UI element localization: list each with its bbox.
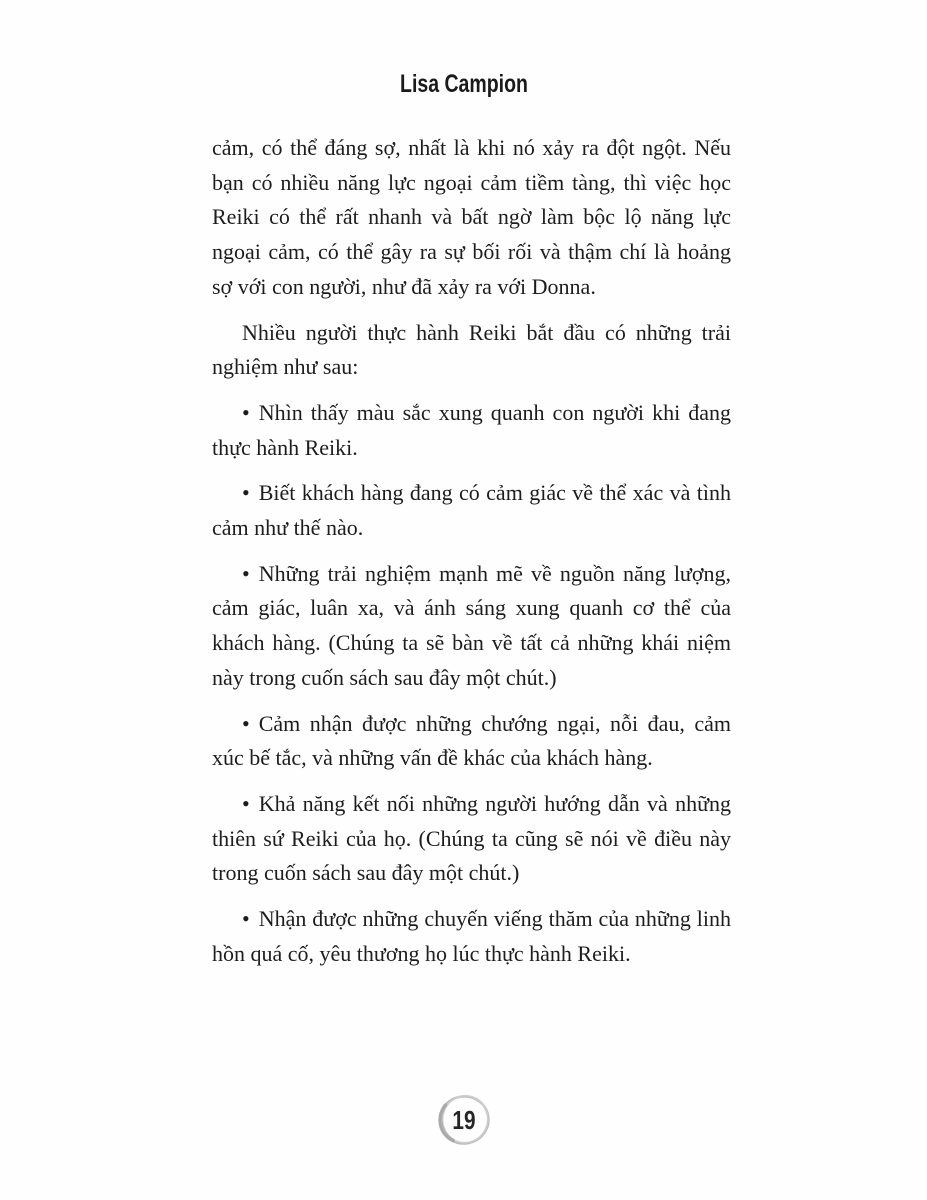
list-item-text: Nhận được những chuyến viếng thăm của những linh hồn quá cố, yêu thương họ lúc thực hành Reiki. bbox=[212, 906, 731, 966]
bullet-icon: • bbox=[242, 790, 250, 816]
running-header bbox=[0, 70, 927, 99]
bullet-icon: • bbox=[242, 399, 250, 425]
page-number: 19 bbox=[451, 1104, 476, 1135]
list-item bbox=[212, 787, 731, 891]
paragraph: Nhiều người thực hành Reiki bắt đầu có những trải nghiệm như sau: bbox=[212, 319, 731, 380]
page-footer bbox=[0, 1088, 927, 1152]
list-item-text: Nhìn thấy màu sắc xung quanh con người khi đang thực hành Reiki. bbox=[212, 399, 731, 460]
list-item bbox=[212, 396, 731, 465]
bullet-icon: • bbox=[242, 906, 250, 932]
bullet-icon: • bbox=[242, 480, 250, 506]
bullet-icon: • bbox=[242, 710, 250, 736]
list-item bbox=[212, 902, 731, 971]
list-item-text: Những trải nghiệm mạnh mẽ về nguồn năng lượng, cảm giác, luân xa, và ánh sáng xung quanh cơ thể của khách hàng. (Chúng ta sẽ bàn về tất cả những khái niệm này trong cuốn sách sau đây một chút.) bbox=[212, 560, 731, 690]
list-item bbox=[212, 476, 731, 545]
paragraph: cảm, có thể đáng sợ, nhất là khi nó xảy ra đột ngột. Nếu bạn có nhiều năng lực ngoại cảm tiềm tàng, thì việc học Reiki có thể rất nhanh và bất ngờ làm bộc lộ năng lực ngoại cảm, có thể gây ra sự bối rối và thậm chí là hoảng sợ với con người, như đã xảy ra với Donna. bbox=[212, 135, 731, 299]
body-text bbox=[212, 131, 731, 982]
list-item-text: Cảm nhận được những chướng ngại, nỗi đau, cảm xúc bế tắc, và những vấn đề khác của khách hàng. bbox=[212, 710, 731, 771]
list-item-text: Khả năng kết nối những người hướng dẫn và những thiên sứ Reiki của họ. (Chúng ta cũng sẽ nói về điều này trong cuốn sách sau đây một chút.) bbox=[212, 790, 731, 886]
page-number-badge bbox=[432, 1088, 496, 1152]
running-header-title: Lisa Campion bbox=[399, 70, 528, 98]
list-item bbox=[212, 707, 731, 776]
bullet-icon: • bbox=[242, 560, 250, 586]
list-item-text: Biết khách hàng đang có cảm giác về thể xác và tình cảm như thế nào. bbox=[212, 480, 731, 541]
list-item bbox=[212, 557, 731, 696]
